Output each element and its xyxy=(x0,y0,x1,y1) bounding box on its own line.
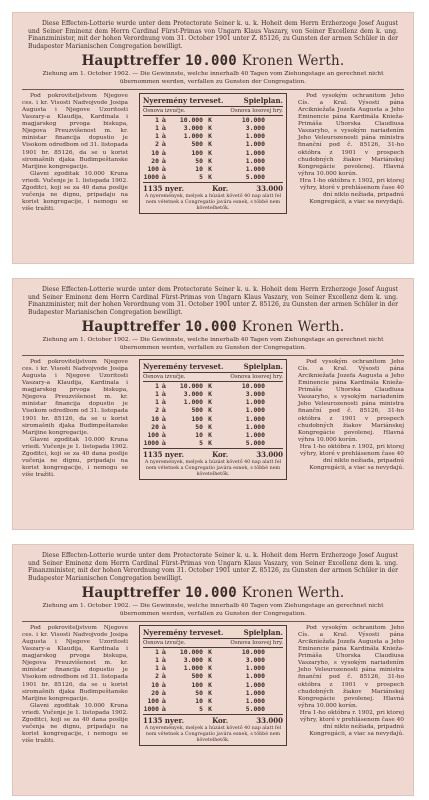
prize-unit: à xyxy=(161,439,167,448)
prize-total: 3.000 xyxy=(245,655,265,664)
total-currency: Kor. xyxy=(212,450,229,460)
plan-title xyxy=(143,362,283,373)
prize-amount: 50 xyxy=(195,422,203,431)
prize-total: 1.000 xyxy=(245,672,265,681)
prize-total: 1.000 xyxy=(245,664,265,673)
slovak-text-draw: Hra 1-ho októbra r. 1902, pri ktorej výhry, ktoré v prehlásenom čase 40 dní nikto nežiada, pripadnú Kongregácii, a viac sa nevydajú. xyxy=(299,177,404,206)
prize-cur: K xyxy=(208,381,212,390)
slovak-text-main: Pod vysokým ochranitom Jeho Cís. a Kral. Výsosti pána Arcikniežaťa Jozefa Augusta a Jeho Eminencie pána Kardinála Knieža-Primáša Uhorska Claudiusa Vaszaryho, s vysokým nariadením Jeho Veleurozenosti pána ministra finanční pod č. 85126, 31-ho októbra z 1901 v prospech chudobných žiakov Mariánskej Kongregácie povolenej. Hlavná výhra 10.000 korún. xyxy=(298,358,404,443)
croatian-text xyxy=(22,625,128,746)
prize-total: 1.000 xyxy=(245,414,265,423)
prize-cur: K xyxy=(208,389,212,398)
prize-amount: 3.000 xyxy=(183,123,203,132)
prize-count: 1 xyxy=(155,115,159,124)
prize-rows xyxy=(143,648,283,714)
headline-suffix: Kronen Werth. xyxy=(241,53,345,70)
prize-row xyxy=(143,689,283,697)
plan-total xyxy=(143,448,283,459)
prize-row xyxy=(143,140,283,148)
prize-count: 100 xyxy=(147,431,159,439)
prize-unit: à xyxy=(161,132,167,141)
draw-info: Ziehung am 1. October 1902. — Die Gewinnste, welche innerhalb 40 Tagen vom Ziehungstage an gerechnet nicht übernommen werden, verfallen zu Gunsten der Congregation. xyxy=(42,337,384,351)
prize-cur: K xyxy=(208,655,212,664)
prize-count: 1 xyxy=(155,381,159,390)
prize-unit: à xyxy=(161,148,167,157)
prize-count: 20 xyxy=(151,422,159,431)
prize-total: 10.000 xyxy=(241,381,265,390)
ticket-body xyxy=(22,359,404,480)
prize-count: 1000 xyxy=(143,173,159,182)
total-amount: 33.000 xyxy=(256,716,283,726)
prize-total: 1.000 xyxy=(245,140,265,149)
lottery-ticket-1 xyxy=(12,12,414,264)
prize-unit: à xyxy=(161,705,167,714)
croatian-text xyxy=(22,359,128,480)
prize-count: 1 xyxy=(155,389,159,398)
plan-title xyxy=(143,628,283,639)
prize-row xyxy=(143,431,283,439)
total-currency: Kor. xyxy=(212,716,229,726)
lottery-ticket-2 xyxy=(12,278,414,530)
prize-total: 1.000 xyxy=(245,406,265,415)
prize-cur: K xyxy=(208,697,212,705)
prize-amount: 10 xyxy=(195,431,203,439)
prize-total: 1.000 xyxy=(245,697,265,705)
plan-sub-left: Osnova izvučje. xyxy=(143,373,186,380)
prize-amount: 500 xyxy=(191,406,203,415)
prize-total: 1.000 xyxy=(245,148,265,157)
prize-cur: K xyxy=(208,664,212,673)
prize-unit: à xyxy=(161,655,167,664)
prize-amount: 5 xyxy=(199,439,203,448)
prize-count: 1 xyxy=(155,655,159,664)
prize-row xyxy=(143,415,283,423)
prize-total: 5.000 xyxy=(245,705,265,714)
prize-unit: à xyxy=(161,123,167,132)
prize-cur: K xyxy=(208,422,212,431)
prize-total: 1.000 xyxy=(245,156,265,165)
prize-row xyxy=(143,697,283,705)
prize-count: 10 xyxy=(151,148,159,157)
prize-row xyxy=(143,681,283,689)
draw-info: Ziehung am 1. October 1902. — Die Gewinnste, welche innerhalb 40 Tagen vom Ziehungstage an gerechnet nicht übernommen werden, verfallen zu Gunsten der Congregation. xyxy=(42,71,384,85)
prize-total: 1.000 xyxy=(245,431,265,439)
prize-total: 10.000 xyxy=(241,647,265,656)
prize-amount: 100 xyxy=(191,148,203,157)
prize-total: 1.000 xyxy=(245,422,265,431)
total-count: 1135 nyer. xyxy=(143,716,185,726)
headline xyxy=(22,319,404,335)
prize-row xyxy=(143,705,283,713)
prize-row xyxy=(143,423,283,431)
total-count: 1135 nyer. xyxy=(143,450,185,460)
prize-amount: 3.000 xyxy=(183,655,203,664)
prize-unit: à xyxy=(161,115,167,124)
prize-row xyxy=(143,656,283,664)
prize-amount: 10 xyxy=(195,697,203,705)
prize-amount: 10.000 xyxy=(179,647,203,656)
prize-cur: K xyxy=(208,140,212,149)
prize-count: 2 xyxy=(155,672,159,681)
prize-cur: K xyxy=(208,647,212,656)
prize-unit: à xyxy=(161,173,167,182)
prize-cur: K xyxy=(208,414,212,423)
prize-amount: 10.000 xyxy=(179,381,203,390)
prize-rows xyxy=(143,116,283,182)
croatian-text-prize: Glavni zgoditak 10.000 Kruna vriedi. Vučenje je 1. listopada 1902. Zgoditci, koji se za 40 dana poslije vučenja ne dignu, pripadaju na korist kongregacije, i nemogu se više tražiti. xyxy=(22,436,128,479)
prize-row xyxy=(143,664,283,672)
prize-cur: K xyxy=(208,156,212,165)
prize-count: 1 xyxy=(155,647,159,656)
prize-cur: K xyxy=(208,173,212,182)
prize-total: 1.000 xyxy=(245,680,265,689)
prize-amount: 100 xyxy=(191,414,203,423)
prize-amount: 10 xyxy=(195,165,203,173)
prize-count: 2 xyxy=(155,140,159,149)
prize-total: 1.000 xyxy=(245,688,265,697)
slovak-text-main: Pod vysokým ochranitom Jeho Cís. a Kral. Výsosti pána Arcikniežaťa Jozefa Augusta a Jeho Eminencie pána Kardinála Knieža-Primáša Uhorska Claudiusa Vaszaryho, s vysokým nariadením Jeho Veleurozenosti pána ministra finanční pod č. 85126, 31-ho októbra z 1901 v prospech chudobných žiakov Mariánskej Kongregácie povolenej. Hlavná výhra 10.000 korún. xyxy=(298,92,404,177)
prize-row xyxy=(143,398,283,406)
headline-amount: 10.000 xyxy=(185,53,237,70)
prize-row xyxy=(143,672,283,680)
plan-sub-left: Osnova izvučje. xyxy=(143,639,186,646)
divider xyxy=(22,355,404,356)
plan-note: A nyeremények, melyek a húzást követő 40 nap alatt fel nem vétetnek a Congregatio javára esnek, s többé nem követelhetők. xyxy=(144,726,282,743)
total-currency: Kor. xyxy=(212,184,229,194)
prize-unit: à xyxy=(161,165,167,173)
croatian-text-main: Pod pokroviteljstvom Njegove ces. i kr. Visosti Nadvojvode Josipa Augusta i Njegove Uzoritosti Vaszary-a Klaudija, Kardinala i magjarskog prvoga biskupa, Njegova Preuzvišenost m. kr. ministar financija dopustio je Visokom odredbom od 31. listopada 1901 br. 85126, da se u korist siromašnih djaka Budimpeštanske Marijine kongregacije. xyxy=(22,358,128,436)
plan-title-left: Nyeremény terveset. xyxy=(143,361,224,371)
headline-amount: 10.000 xyxy=(185,585,237,602)
prize-cur: K xyxy=(208,123,212,132)
lottery-ticket-3 xyxy=(12,544,414,796)
prize-count: 1000 xyxy=(143,705,159,714)
prize-unit: à xyxy=(161,697,167,705)
slovak-text xyxy=(298,93,404,214)
prize-amount: 50 xyxy=(195,688,203,697)
croatian-text-prize: Glavni zgoditak 10.000 Kruna vriedi. Vučenje je 1. listopada 1902. Zgoditci, koji se za 40 dana poslije vučenja ne dignu, pripadaju na korist kongregacije, i nemogu se više tražiti. xyxy=(22,702,128,745)
prize-count: 20 xyxy=(151,156,159,165)
prize-cur: K xyxy=(208,148,212,157)
plan-total xyxy=(143,714,283,725)
prize-cur: K xyxy=(208,431,212,439)
headline xyxy=(22,53,404,69)
prize-row xyxy=(143,648,283,656)
prize-amount: 1.000 xyxy=(183,664,203,673)
prize-row xyxy=(143,149,283,157)
croatian-text-prize: Glavni zgoditak 10.000 Kruna vriedi. Vučenje je 1. listopada 1902. Zgoditci, koji se za 40 dana poslije vučenja ne dignu, pripadaju na korist kongregacije, i nemogu se više tražiti. xyxy=(22,170,128,213)
prize-total: 3.000 xyxy=(245,389,265,398)
slovak-text-draw: Hra 1-ho októbra r. 1902, pri ktorej výhry, ktoré v prehlásenom čase 40 dní nikto nežiada, pripadnú Kongregácii, a viac sa nevydajú. xyxy=(299,443,404,472)
prize-plan xyxy=(139,93,287,214)
slovak-text-draw: Hra 1-ho októbra r. 1902, pri ktorej výhry, ktoré v prehlásenom čase 40 dní nikto nežiada, pripadnú Kongregácii, a viac sa nevydajú. xyxy=(299,709,404,738)
intro-text: Diese Effecten-Lotterie wurde unter dem Protectorate Seiner k. u. k. Hoheit dem Herrn Erzherzoge Josef August und Seiner Eminenz dem Herrn Cardinal Fürst-Primas von Ungarn Klaus Vaszary, von Seiner Excellenz dem k. ung. Finanzminister, mit der hohen Verordnung vom 31. October 1901 unter Z. 85126, zu Gunsten der armen Schüler in der Budapester Marianischen Congregation bewilligt. xyxy=(28,552,398,582)
croatian-text-main: Pod pokroviteljstvom Njegove ces. i kr. Visosti Nadvojvode Josipa Augusta i Njegove Uzoritosti Vaszary-a Klaudija, Kardinala i magjarskog prvoga biskupa, Njegova Preuzvišenost m. kr. ministar financija dopustio je Visokom odredbom od 31. listopada 1901 br. 85126, da se u korist siromašnih djaka Budimpeštanske Marijine kongregacije. xyxy=(22,624,128,702)
prize-unit: à xyxy=(161,389,167,398)
prize-unit: à xyxy=(161,414,167,423)
prize-unit: à xyxy=(161,422,167,431)
prize-row xyxy=(143,124,283,132)
prize-amount: 500 xyxy=(191,140,203,149)
total-count: 1135 nyer. xyxy=(143,184,185,194)
prize-amount: 1.000 xyxy=(183,398,203,407)
prize-count: 1 xyxy=(155,664,159,673)
prize-amount: 3.000 xyxy=(183,389,203,398)
slovak-text xyxy=(298,359,404,480)
prize-unit: à xyxy=(161,406,167,415)
plan-sub-left: Osnova izvučje. xyxy=(143,107,186,114)
ticket-body xyxy=(22,93,404,214)
plan-subtitle xyxy=(143,107,283,116)
prize-unit: à xyxy=(161,381,167,390)
total-amount: 33.000 xyxy=(256,184,283,194)
prize-unit: à xyxy=(161,156,167,165)
prize-cur: K xyxy=(208,439,212,448)
prize-cur: K xyxy=(208,705,212,714)
prize-amount: 1.000 xyxy=(183,132,203,141)
prize-row xyxy=(143,116,283,124)
prize-count: 20 xyxy=(151,688,159,697)
headline-prefix: Haupttreffer xyxy=(81,53,181,70)
plan-sub-right: Osnova losovej hry. xyxy=(230,639,283,646)
prize-cur: K xyxy=(208,406,212,415)
prize-cur: K xyxy=(208,672,212,681)
prize-cur: K xyxy=(208,398,212,407)
headline-amount: 10.000 xyxy=(185,319,237,336)
prize-rows xyxy=(143,382,283,448)
headline-suffix: Kronen Werth. xyxy=(241,585,345,602)
headline-prefix: Haupttreffer xyxy=(81,319,181,336)
plan-subtitle xyxy=(143,373,283,382)
prize-count: 2 xyxy=(155,406,159,415)
headline xyxy=(22,585,404,601)
prize-row xyxy=(143,173,283,181)
divider xyxy=(22,89,404,90)
prize-unit: à xyxy=(161,688,167,697)
intro-text: Diese Effecten-Lotterie wurde unter dem Protectorate Seiner k. u. k. Hoheit dem Herrn Erzherzoge Josef August und Seiner Eminenz dem Herrn Cardinal Fürst-Primas von Ungarn Klaus Vaszary, von Seiner Excellenz dem k. ung. Finanzminister, mit der hohen Verordnung vom 31. October 1901 unter Z. 85126, zu Gunsten der armen Schüler in der Budapester Marianischen Congregation bewilligt. xyxy=(28,20,398,50)
slovak-text-main: Pod vysokým ochranitom Jeho Cís. a Kral. Výsosti pána Arcikniežaťa Jozefa Augusta a Jeho Eminencie pána Kardinála Knieža-Primáša Uhorska Claudiusa Vaszaryho, s vysokým nariadením Jeho Veleurozenosti pána ministra finanční pod č. 85126, 31-ho októbra z 1901 v prospech chudobných žiakov Mariánskej Kongregácie povolenej. Hlavná výhra 10.000 korún. xyxy=(298,624,404,709)
total-amount: 33.000 xyxy=(256,450,283,460)
prize-total: 10.000 xyxy=(241,115,265,124)
prize-total: 5.000 xyxy=(245,173,265,182)
plan-note: A nyeremények, melyek a húzást követő 40 nap alatt fel nem vétetnek a Congregatio javára esnek, s többé nem követelhetők. xyxy=(144,460,282,477)
prize-row xyxy=(143,406,283,414)
prize-total: 1.000 xyxy=(245,132,265,141)
plan-note: A nyeremények, melyek a húzást követő 40 nap alatt fel nem vétetnek a Congregatio javára esnek, s többé nem követelhetők. xyxy=(144,194,282,211)
slovak-text xyxy=(298,625,404,746)
prize-row xyxy=(143,165,283,173)
plan-total xyxy=(143,182,283,193)
prize-total: 1.000 xyxy=(245,165,265,173)
prize-amount: 5 xyxy=(199,705,203,714)
prize-amount: 100 xyxy=(191,680,203,689)
plan-sub-right: Osnova losovej hry. xyxy=(230,107,283,114)
prize-plan xyxy=(139,625,287,746)
prize-total: 3.000 xyxy=(245,123,265,132)
prize-unit: à xyxy=(161,398,167,407)
prize-cur: K xyxy=(208,115,212,124)
plan-subtitle xyxy=(143,639,283,648)
prize-count: 1000 xyxy=(143,439,159,448)
plan-title-right: Spielplan. xyxy=(243,627,283,637)
plan-sub-right: Osnova losovej hry. xyxy=(230,373,283,380)
prize-count: 1 xyxy=(155,398,159,407)
headline-prefix: Haupttreffer xyxy=(81,585,181,602)
prize-unit: à xyxy=(161,680,167,689)
prize-count: 100 xyxy=(147,697,159,705)
prize-count: 1 xyxy=(155,123,159,132)
prize-cur: K xyxy=(208,688,212,697)
prize-count: 100 xyxy=(147,165,159,173)
divider xyxy=(22,621,404,622)
plan-title-right: Spielplan. xyxy=(243,361,283,371)
croatian-text-main: Pod pokroviteljstvom Njegove ces. i kr. Visosti Nadvojvode Josipa Augusta i Njegove Uzoritosti Vaszary-a Klaudija, Kardinala i magjarskog prvoga biskupa, Njegova Preuzvišenost m. kr. ministar financija dopustio je Visokom odredbom od 31. listopada 1901 br. 85126, da se u korist siromašnih djaka Budimpeštanske Marijine kongregacije. xyxy=(22,92,128,170)
prize-total: 1.000 xyxy=(245,398,265,407)
prize-count: 1 xyxy=(155,132,159,141)
prize-row xyxy=(143,157,283,165)
prize-cur: K xyxy=(208,132,212,141)
draw-info: Ziehung am 1. October 1902. — Die Gewinnste, welche innerhalb 40 Tagen vom Ziehungstage an gerechnet nicht übernommen werden, verfallen zu Gunsten der Congregation. xyxy=(42,603,384,617)
prize-unit: à xyxy=(161,672,167,681)
prize-row xyxy=(143,390,283,398)
plan-title-left: Nyeremény terveset. xyxy=(143,95,224,105)
prize-unit: à xyxy=(161,664,167,673)
prize-cur: K xyxy=(208,680,212,689)
prize-amount: 5 xyxy=(199,173,203,182)
prize-amount: 10.000 xyxy=(179,115,203,124)
plan-title xyxy=(143,96,283,107)
prize-unit: à xyxy=(161,431,167,439)
prize-count: 10 xyxy=(151,680,159,689)
prize-count: 10 xyxy=(151,414,159,423)
croatian-text xyxy=(22,93,128,214)
prize-unit: à xyxy=(161,647,167,656)
prize-plan xyxy=(139,359,287,480)
prize-amount: 50 xyxy=(195,156,203,165)
plan-title-left: Nyeremény terveset. xyxy=(143,627,224,637)
plan-title-right: Spielplan. xyxy=(243,95,283,105)
prize-total: 5.000 xyxy=(245,439,265,448)
prize-unit: à xyxy=(161,140,167,149)
ticket-body xyxy=(22,625,404,746)
prize-row xyxy=(143,382,283,390)
prize-row xyxy=(143,439,283,447)
headline-suffix: Kronen Werth. xyxy=(241,319,345,336)
prize-row xyxy=(143,132,283,140)
intro-text: Diese Effecten-Lotterie wurde unter dem Protectorate Seiner k. u. k. Hoheit dem Herrn Erzherzoge Josef August und Seiner Eminenz dem Herrn Cardinal Fürst-Primas von Ungarn Klaus Vaszary, von Seiner Excellenz dem k. ung. Finanzminister, mit der hohen Verordnung vom 31. October 1901 unter Z. 85126, zu Gunsten der armen Schüler in der Budapester Marianischen Congregation bewilligt. xyxy=(28,286,398,316)
prize-cur: K xyxy=(208,165,212,173)
prize-amount: 500 xyxy=(191,672,203,681)
